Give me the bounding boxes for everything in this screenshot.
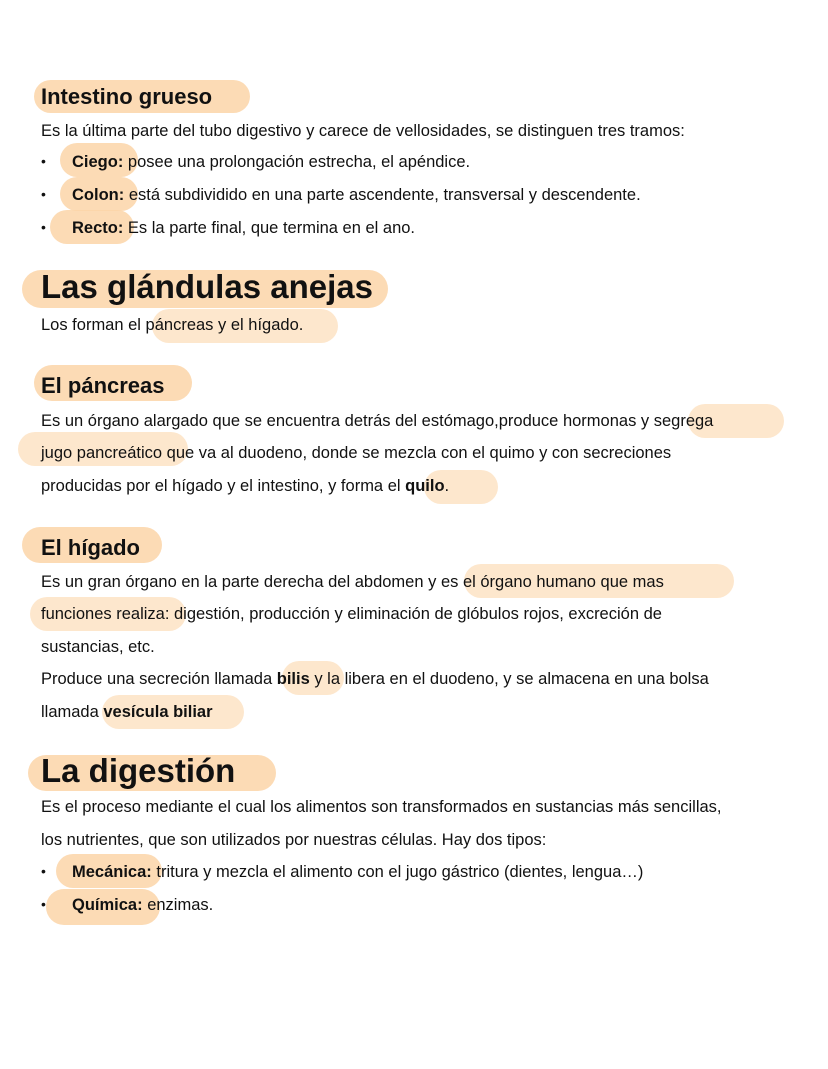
definition: Es la parte final, que termina en el ano. [123,219,416,237]
definition: enzimas. [142,896,214,914]
heading-higado: El hígado [41,535,140,560]
definition: está subdividido en una parte ascendente, transversal y descendente. [124,186,641,204]
paragraph-line: Es un órgano alargado que se encuentra detrás del estómago,produce hormonas y segrega [41,412,714,430]
paragraph-line: jugo pancreático que va al duodeno, donde se mezcla con el quimo y con secreciones [41,444,672,462]
list-item [72,152,470,172]
list-item [72,185,641,205]
list-item [72,895,213,915]
term-vesicula-biliar: vesícula biliar [103,703,213,721]
list-item [72,862,643,882]
text-run: producidas por el hígado y el intestino, y forma el [41,477,406,495]
definition: tritura y mezcla el alimento con el jugo gástrico (dientes, lengua…) [151,863,644,881]
paragraph-line [41,476,449,496]
definition: posee una prolongación estrecha, el apéndice. [123,153,471,171]
term-quilo: quilo [405,477,445,495]
text-run: y la libera en el duodeno, y se almacena en una bolsa [309,670,709,688]
bullet: • [41,863,46,879]
heading-glandulas-anejas: Las glándulas anejas [41,268,373,305]
list-item [72,218,415,238]
term: Mecánica: [72,863,152,881]
bullet: • [41,186,46,202]
paragraph-line: sustancias, etc. [41,638,155,656]
text-run: . [444,477,450,495]
paragraph-line: los nutrientes, que son utilizados por nuestras células. Hay dos tipos: [41,831,547,849]
paragraph: Los forman el páncreas y el hígado. [41,316,304,334]
term: Química: [72,896,143,914]
paragraph-line [41,702,213,722]
term: Colon: [72,186,125,204]
paragraph-line: Es un gran órgano en la parte derecha del abdomen y es el órgano humano que mas [41,573,664,591]
text-run: llamada [41,703,104,721]
paragraph-line [41,669,709,689]
paragraph-line: funciones realiza: digestión, producción y eliminación de glóbulos rojos, excreción de [41,605,662,623]
bullet: • [41,219,46,235]
term: Ciego: [72,153,124,171]
bullet: • [41,896,46,912]
paragraph: Es la última parte del tubo digestivo y carece de vellosidades, se distinguen tres tramos: [41,122,685,140]
heading-digestion: La digestión [41,752,236,789]
paragraph-line: Es el proceso mediante el cual los alimentos son transformados en sustancias más sencillas, [41,798,722,816]
heading-intestino-grueso: Intestino grueso [41,84,213,109]
bullet: • [41,153,46,169]
term-bilis: bilis [276,670,310,688]
heading-pancreas: El páncreas [41,373,165,398]
term: Recto: [72,219,124,237]
text-run: Produce una secreción llamada [41,670,277,688]
